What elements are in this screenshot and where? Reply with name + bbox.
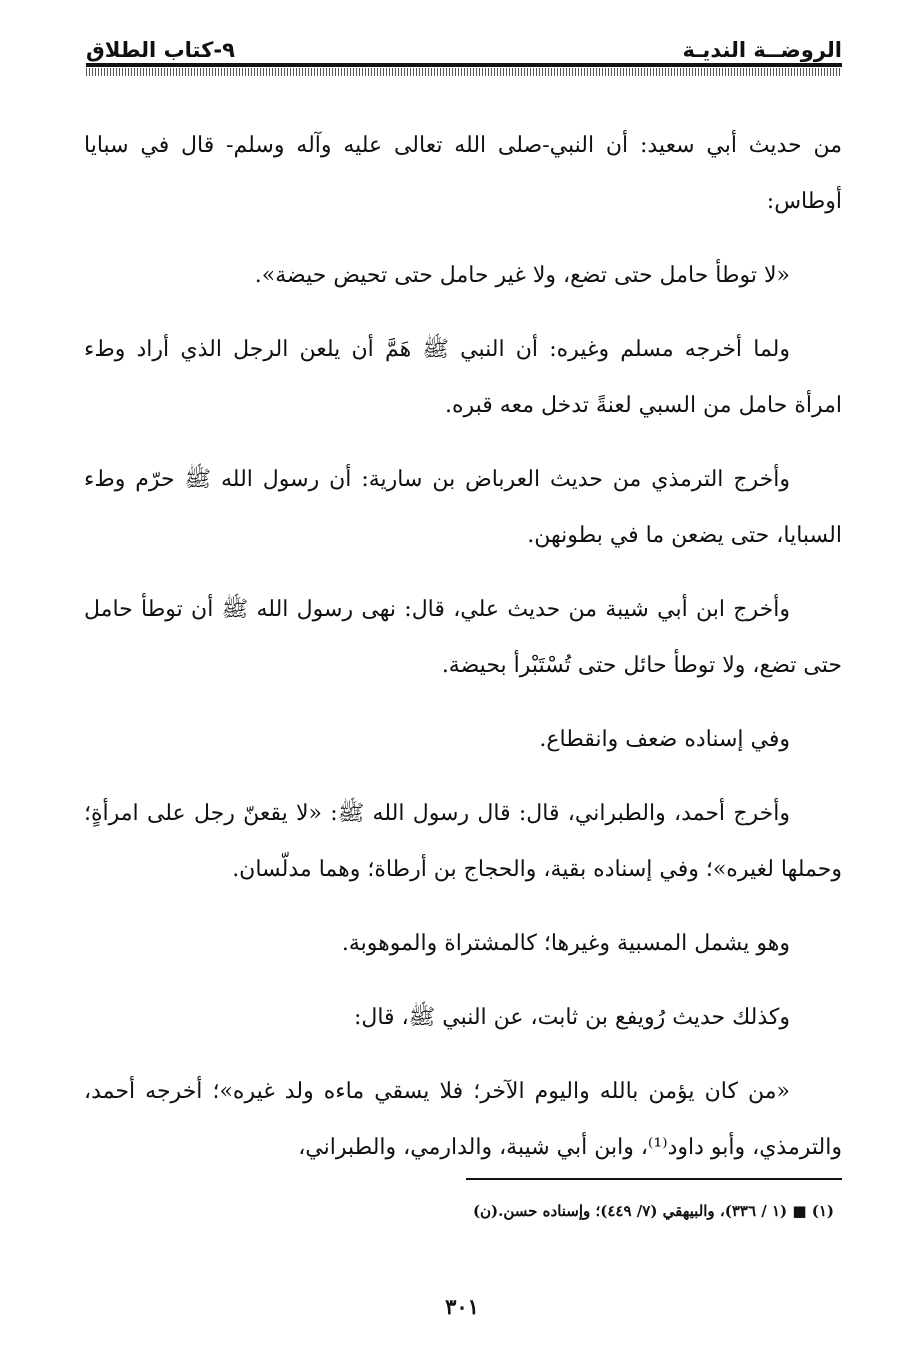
paragraph-hadith-quote: «لا توطأ حامل حتى تضع، ولا غير حامل حتى تحيض حيضة». <box>254 263 790 288</box>
paragraph-isnad-note: وفي إسناده ضعف وانقطاع. <box>539 727 790 752</box>
paragraph-ahmad: وأخرج أحمد، والطبراني، قال: قال رسول الله ﷺ: «لا يقعنّ رجل على امرأةٍ؛ وحملها لغيره»؛ وفي إسناده بقية، والحجاج بن أرطاة؛ وهما مدلّسان. <box>84 801 842 882</box>
footnote: (١) ■ (١ / ٣٣٦)، والبيهقي (٧/ ٤٤٩)؛ وإسناده حسن.(ن) <box>472 1202 834 1220</box>
paragraph-ibn-abi-shaybah: وأخرج ابن أبي شيبة من حديث علي، قال: نهى رسول الله ﷺ أن توطأ حامل حتى تضع، ولا توطأ حائل حتى تُسْتَبْرأ بحيضة. <box>84 597 842 678</box>
main-text <box>84 118 842 1194</box>
paragraph-muslim: ولما أخرجه مسلم وغيره: أن النبي ﷺ هَمَّ أن يلعن الرجل الذي أراد وطء امرأة حامل من السبي لعنةً تدخل معه قبره. <box>84 337 842 418</box>
footnote-rule <box>466 1178 842 1180</box>
header-rule <box>86 63 842 67</box>
paragraph-general-rule: وهو يشمل المسبية وغيرها؛ كالمشتراة والموهوبة. <box>341 931 790 956</box>
paragraph-tirmidhi: وأخرج الترمذي من حديث العرباض بن سارية: أن رسول الله ﷺ حرّم وطء السبايا، حتى يضعن ما في بطونهن. <box>84 467 842 548</box>
header-hatch-rule <box>86 68 842 76</box>
book-title: الروضــة النديـة <box>682 38 842 62</box>
paragraph-final-hadith: «من كان يؤمن بالله واليوم الآخر؛ فلا يسقي ماءه ولد غيره»؛ أخرجه أحمد، والترمذي، وأبو داود⁽¹⁾، وابن أبي شيبة، والدارمي، والطبراني، <box>84 1079 842 1160</box>
paragraph-intro: من حديث أبي سعيد: أن النبي-صلى الله تعالى عليه وآله وسلم- قال في سبايا أوطاس: <box>84 133 842 214</box>
chapter-title: ٩-كتاب الطلاق <box>86 38 235 62</box>
paragraph-ruwayfi: وكذلك حديث رُويفع بن ثابت، عن النبي ﷺ، قال: <box>353 1005 790 1030</box>
page-number: ٣٠١ <box>445 1294 479 1319</box>
running-header <box>86 28 842 62</box>
